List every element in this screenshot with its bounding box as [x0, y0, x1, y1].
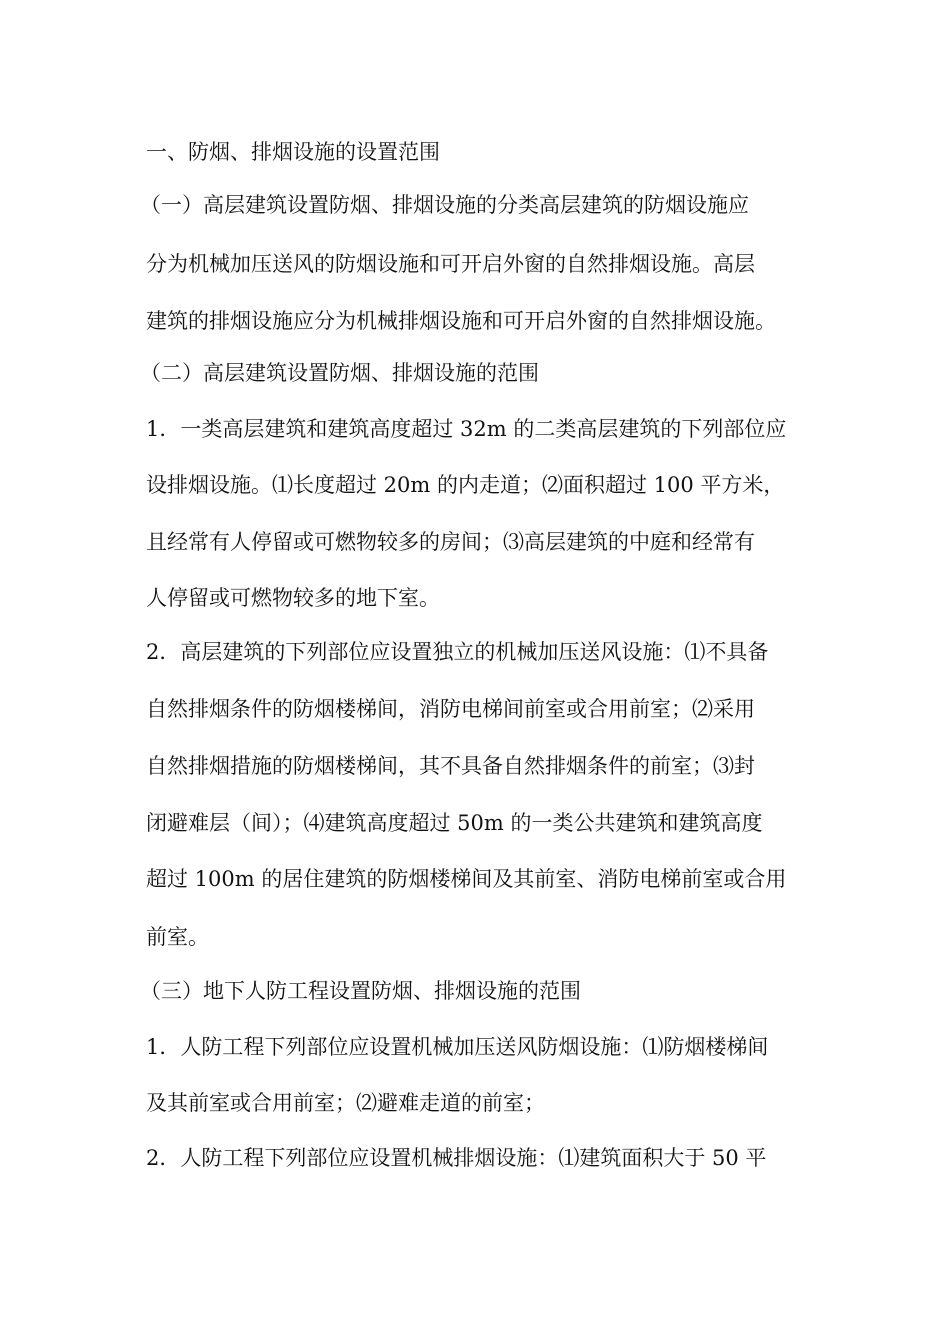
paragraph-line: 分为机械加压送风的防烟设施和可开启外窗的自然排烟设施。高层 [146, 252, 755, 276]
subsection-heading: （二）高层建筑设置防烟、排烟设施的范围 [140, 361, 539, 385]
paragraph-line: 闭避难层（间）；⑷建筑高度超过 50m 的一类公共建筑和建筑高度 [146, 811, 763, 835]
subsection-heading: （一）高层建筑设置防烟、排烟设施的分类高层建筑的防烟设施应 [140, 193, 749, 217]
paragraph-line: 及其前室或合用前室；⑵避难走道的前室； [146, 1091, 545, 1115]
paragraph-line: 设排烟设施。⑴长度超过 20m 的内走道；⑵面积超过 100 平方米， [146, 473, 785, 497]
paragraph-line: 1．一类高层建筑和建筑高度超过 32m 的二类高层建筑的下列部位应 [146, 417, 787, 441]
subsection-heading: （三）地下人防工程设置防烟、排烟设施的范围 [140, 979, 581, 1003]
paragraph-line: 1．人防工程下列部位应设置机械加压送风防烟设施：⑴防烟楼梯间 [146, 1035, 769, 1059]
paragraph-line: 且经常有人停留或可燃物较多的房间；⑶高层建筑的中庭和经常有 [146, 530, 755, 554]
paragraph-line: 自然排烟条件的防烟楼梯间，消防电梯间前室或合用前室；⑵采用 [146, 697, 755, 721]
paragraph-line: 建筑的排烟设施应分为机械排烟设施和可开启外窗的自然排烟设施。 [146, 309, 776, 333]
paragraph-line: 2．高层建筑的下列部位应设置独立的机械加压送风设施：⑴不具备 [146, 640, 769, 664]
paragraph-line: 自然排烟措施的防烟楼梯间，其不具备自然排烟条件的前室；⑶封 [146, 754, 755, 778]
paragraph-line: 2．人防工程下列部位应设置机械排烟设施：⑴建筑面积大于 50 平 [146, 1146, 767, 1170]
paragraph-line: 超过 100m 的居住建筑的防烟楼梯间及其前室、消防电梯前室或合用 [146, 867, 787, 891]
paragraph-line: 前室。 [146, 925, 209, 949]
paragraph-line: 人停留或可燃物较多的地下室。 [146, 586, 440, 610]
section-heading: 一、防烟、排烟设施的设置范围 [146, 140, 440, 164]
